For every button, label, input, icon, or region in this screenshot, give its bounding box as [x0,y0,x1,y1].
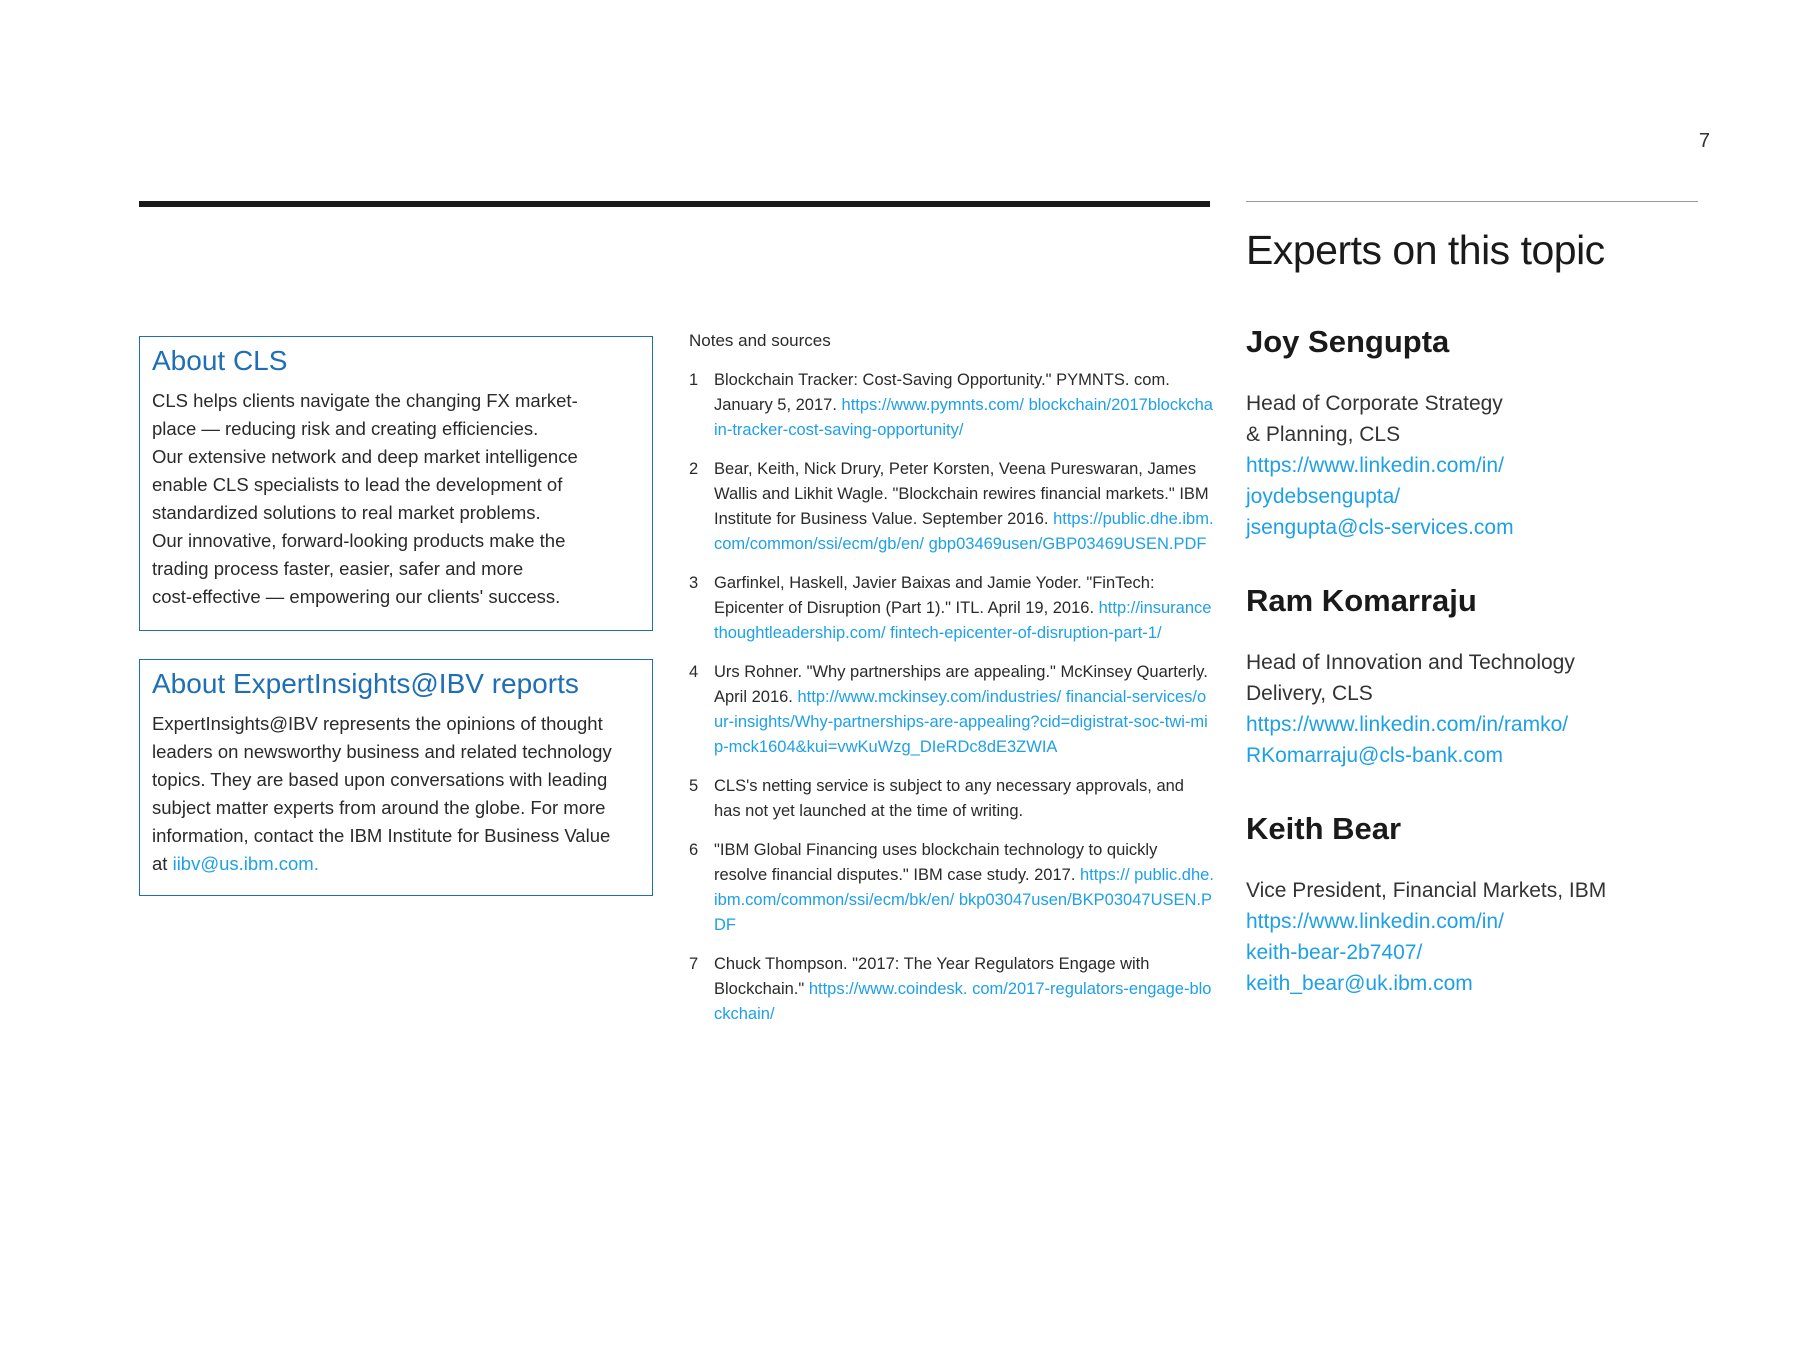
note-number: 7 [689,955,699,973]
expert-email-link[interactable]: jsengupta@cls-services.com [1246,516,1514,539]
note-body [714,368,1214,443]
note-body [714,952,1214,1027]
about-ibv-prefix: at [152,853,173,874]
note-body [714,774,1214,824]
expert-linkedin-link[interactable]: https://www.linkedin.com/in/ramko/ [1246,713,1569,736]
expert-linkedin-link[interactable]: joydebsengupta/ [1246,485,1401,508]
note-link[interactable]: https://www.coindesk. com/2017-regulators-engage-blockchain/ [714,980,1212,1023]
note-link[interactable]: https://www.pymnts.com/ blockchain/2017blockchain-tracker-cost-saving-opportunity/ [714,396,1213,439]
note-text: Chuck Thompson. "2017: The Year Regulators Engage with Blockchain." [714,955,1150,998]
expert-role: Head of Innovation and Technology [1246,651,1575,674]
note-item [689,660,1214,760]
about-cls-title: About CLS [152,345,288,376]
about-ibv-line: information, contact the IBM Institute for Business Value [152,825,611,846]
note-number: 4 [689,663,699,681]
note-item [689,457,1214,557]
about-cls-text [152,387,640,611]
expert-role: Vice President, Financial Markets, IBM [1246,879,1607,902]
notes-and-sources [689,328,1214,1041]
note-link[interactable]: https://public.dhe.ibm.com/common/ssi/ecm/gb/en/ gbp03469usen/GBP03469USEN.PDF [714,510,1214,553]
note-body [714,457,1214,557]
about-ibv-text [152,710,640,878]
about-ibv-title: About ExpertInsights@IBV reports [152,668,579,699]
note-text: Garfinkel, Haskell, Javier Baixas and Jamie Yoder. "FinTech: Epicenter of Disruption (Part 1)." ITL. April 19, 2016. [714,574,1155,617]
about-ibv-line: subject matter experts from around the globe. For more [152,797,606,818]
expert-role: Head of Corporate Strategy [1246,392,1503,415]
expert-linkedin-link[interactable]: keith-bear-2b7407/ [1246,941,1423,964]
expert-card [1246,581,1698,771]
about-ibv-line: leaders on newsworthy business and related technology [152,741,612,762]
expert-linkedin-link[interactable]: https://www.linkedin.com/in/ [1246,454,1504,477]
note-text: Urs Rohner. "Why partnerships are appealing." McKinsey Quarterly. April 2016. [714,663,1208,706]
expert-linkedin-link[interactable]: https://www.linkedin.com/in/ [1246,910,1504,933]
note-number: 2 [689,460,699,478]
experts-rule [1246,201,1698,202]
note-item [689,952,1214,1027]
experts-title: Experts on this topic [1246,227,1605,273]
note-item [689,368,1214,443]
note-number: 3 [689,574,699,592]
about-cls-line: place — reducing risk and creating efficiencies. [152,418,539,439]
notes-heading: Notes and sources [689,331,831,350]
note-link[interactable]: http://www.mckinsey.com/industries/ financial-services/our-insights/Why-partnerships-are-appealing?cid=digistrat-soc-twi-mip-mck1604&kui=vwKuWzg_DIeRDc8dE3ZWIA [714,688,1208,756]
note-text: Bear, Keith, Nick Drury, Peter Korsten, Veena Pureswaran, James Wallis and Likhit Wagle. "Blockchain rewires financial markets." IBM Institute for Business Value. September 2016. [714,460,1209,528]
experts-section [1246,222,1698,999]
expert-role: & Planning, CLS [1246,423,1401,446]
about-cls-line: CLS helps clients navigate the changing FX market- [152,390,578,411]
about-cls-line: trading process faster, easier, safer and more [152,558,524,579]
about-ibv-line: ExpertInsights@IBV represents the opinions of thought [152,713,603,734]
expert-role: Delivery, CLS [1246,682,1373,705]
note-item [689,838,1214,938]
note-text: Blockchain Tracker: Cost-Saving Opportunity." PYMNTS. com. January 5, 2017. [714,371,1170,414]
note-body [714,660,1214,760]
note-number: 5 [689,777,699,795]
expert-name: Keith Bear [1246,811,1402,846]
note-item [689,571,1214,646]
about-cls-box [139,336,653,631]
note-text: "IBM Global Financing uses blockchain technology to quickly resolve financial disputes." IBM case study. 2017. [714,841,1158,884]
expert-card [1246,809,1698,999]
note-body [714,571,1214,646]
expert-name: Ram Komarraju [1246,583,1477,618]
about-cls-line: standardized solutions to real market problems. [152,502,541,523]
ibv-email-link[interactable]: iibv@us.ibm.com. [172,853,319,874]
expert-email-link[interactable]: RKomarraju@cls-bank.com [1246,744,1504,767]
about-cls-line: Our extensive network and deep market intelligence [152,446,578,467]
expert-name: Joy Sengupta [1246,324,1450,359]
note-number: 6 [689,841,699,859]
section-rule [139,201,1210,207]
expert-email-link[interactable]: keith_bear@uk.ibm.com [1246,972,1473,995]
about-cls-line: Our innovative, forward-looking products make the [152,530,566,551]
note-link[interactable]: https:// public.dhe.ibm.com/common/ssi/ecm/bk/en/ bkp03047usen/BKP03047USEN.PDF [714,866,1214,934]
expert-card [1246,322,1698,543]
note-number: 1 [689,371,699,389]
note-body [714,838,1214,938]
page-number: 7 [1698,130,1710,152]
about-ibv-box [139,659,653,896]
note-item [689,774,1214,824]
note-text: CLS's netting service is subject to any necessary approvals, and has not yet launched at the time of writing. [714,777,1184,820]
about-cls-line: enable CLS specialists to lead the development of [152,474,563,495]
about-ibv-line: topics. They are based upon conversations with leading [152,769,608,790]
note-link[interactable]: http://insurancethoughtleadership.com/ fintech-epicenter-of-disruption-part-1/ [714,599,1212,642]
about-cls-line: cost-effective — empowering our clients' success. [152,586,561,607]
